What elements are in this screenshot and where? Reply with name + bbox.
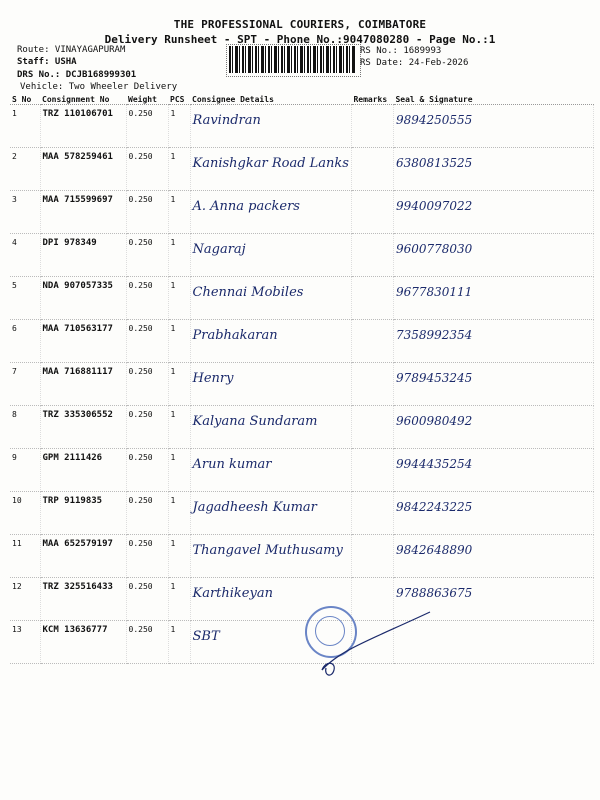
handwritten-phone: 9600980492 [395, 414, 473, 428]
row-pcs: 1 [168, 148, 190, 191]
row-remarks [351, 363, 393, 406]
row-weight: 0.250 [126, 105, 168, 148]
col-consignment: Consignment No [40, 94, 126, 105]
table-row [10, 535, 594, 578]
row-weight: 0.250 [126, 492, 168, 535]
table-row [10, 191, 594, 234]
row-sno: 13 [10, 621, 40, 664]
row-sno: 6 [10, 320, 40, 363]
row-sno: 8 [10, 406, 40, 449]
row-consignment-no: GPM 2111426 [40, 449, 126, 492]
row-remarks [351, 406, 393, 449]
col-pcs: PCS [168, 94, 190, 105]
row-pcs: 1 [168, 535, 190, 578]
handwritten-phone: 7358992354 [395, 328, 473, 342]
row-consignee [190, 449, 351, 492]
handwritten-consignee: SBT [192, 629, 220, 644]
row-remarks [351, 277, 393, 320]
row-remarks [351, 535, 393, 578]
row-consignee [190, 320, 351, 363]
row-consignment-no: TRP 9119835 [40, 492, 126, 535]
row-consignment-no: DPI 978349 [40, 234, 126, 277]
table-row [10, 320, 594, 363]
vehicle-label: Vehicle: Two Wheeler Delivery [20, 82, 178, 92]
handwritten-consignee: Thangavel Muthusamy [192, 543, 343, 558]
row-weight: 0.250 [126, 363, 168, 406]
row-sno: 1 [10, 105, 40, 148]
handwritten-phone: 9788863675 [395, 586, 473, 600]
row-pcs: 1 [168, 406, 190, 449]
handwritten-phone: 9842243225 [395, 500, 473, 514]
row-consignment-no: MAA 716881117 [40, 363, 126, 406]
handwritten-phone: 9789453245 [395, 371, 473, 385]
handwritten-phone: 9600778030 [395, 242, 473, 256]
handwritten-phone: 6380813525 [395, 156, 473, 170]
row-signature [393, 277, 593, 320]
row-weight: 0.250 [126, 191, 168, 234]
row-pcs: 1 [168, 449, 190, 492]
handwritten-consignee: Nagaraj [192, 242, 246, 257]
row-weight: 0.250 [126, 234, 168, 277]
table-row [10, 578, 594, 621]
row-consignee [190, 148, 351, 191]
row-signature [393, 449, 593, 492]
row-consignment-no: KCM 13636777 [40, 621, 126, 664]
col-remarks: Remarks [351, 94, 393, 105]
handwritten-phone: 9940097022 [395, 199, 473, 213]
signature-stroke [320, 610, 432, 680]
row-consignment-no: TRZ 110106701 [40, 105, 126, 148]
row-sno: 11 [10, 535, 40, 578]
col-consignee: Consignee Details [190, 94, 351, 105]
handwritten-consignee: Kalyana Sundaram [192, 414, 318, 429]
route-label: Route: VINAYAGAPURAM [17, 45, 126, 55]
table-row [10, 363, 594, 406]
row-signature [393, 234, 593, 277]
col-signature: Seal & Signature [393, 94, 593, 105]
row-sno: 3 [10, 191, 40, 234]
row-sno: 4 [10, 234, 40, 277]
col-sno: S No [10, 94, 40, 105]
table-header [10, 94, 594, 105]
handwritten-consignee: Henry [192, 371, 234, 386]
row-pcs: 1 [168, 277, 190, 320]
handwritten-consignee: Jagadheesh Kumar [192, 500, 317, 515]
row-weight: 0.250 [126, 320, 168, 363]
table-row [10, 234, 594, 277]
row-pcs: 1 [168, 492, 190, 535]
row-consignee [190, 105, 351, 148]
row-sno: 12 [10, 578, 40, 621]
table-row [10, 449, 594, 492]
row-sno: 10 [10, 492, 40, 535]
row-weight: 0.250 [126, 148, 168, 191]
handwritten-consignee: Kanishgkar Road Lanks [192, 156, 349, 171]
table-row [10, 277, 594, 320]
handwritten-phone: 9677830111 [395, 285, 473, 299]
row-consignment-no: NDA 907057335 [40, 277, 126, 320]
handwritten-consignee: Ravindran [192, 113, 261, 128]
handwritten-phone: 9842648890 [395, 543, 473, 557]
staff-label: Staff: USHA [17, 57, 77, 67]
row-pcs: 1 [168, 191, 190, 234]
row-signature [393, 191, 593, 234]
handwritten-consignee: Arun kumar [192, 457, 272, 472]
row-consignee [190, 363, 351, 406]
row-pcs: 1 [168, 320, 190, 363]
table-row [10, 406, 594, 449]
barcode [229, 46, 356, 73]
row-weight: 0.250 [126, 277, 168, 320]
row-sno: 2 [10, 148, 40, 191]
rs-date: RS Date: 24-Feb-2026 [360, 58, 469, 68]
row-signature [393, 406, 593, 449]
row-remarks [351, 105, 393, 148]
row-remarks [351, 492, 393, 535]
row-pcs: 1 [168, 578, 190, 621]
handwritten-consignee: Chennai Mobiles [192, 285, 304, 300]
row-weight: 0.250 [126, 449, 168, 492]
col-weight: Weight [126, 94, 168, 105]
drs-number: DRS No.: DCJB168999301 [17, 70, 137, 80]
row-pcs: 1 [168, 363, 190, 406]
row-weight: 0.250 [126, 621, 168, 664]
runsheet-table [10, 94, 594, 664]
row-consignment-no: TRZ 325516433 [40, 578, 126, 621]
row-remarks [351, 320, 393, 363]
table-row [10, 148, 594, 191]
row-consignee [190, 535, 351, 578]
handwritten-phone: 9894250555 [395, 113, 473, 127]
row-consignment-no: MAA 578259461 [40, 148, 126, 191]
row-signature [393, 492, 593, 535]
row-signature [393, 105, 593, 148]
handwritten-consignee: A. Anna packers [192, 199, 300, 214]
handwritten-consignee: Karthikeyan [192, 586, 273, 601]
row-consignment-no: MAA 652579197 [40, 535, 126, 578]
row-weight: 0.250 [126, 578, 168, 621]
row-pcs: 1 [168, 234, 190, 277]
row-remarks [351, 449, 393, 492]
runsheet-subtitle: Delivery Runsheet - SPT - Phone No.:9047080280 - Page No.:1 [104, 33, 496, 46]
row-consignee [190, 191, 351, 234]
company-title: THE PROFESSIONAL COURIERS, COIMBATORE [173, 18, 427, 31]
row-weight: 0.250 [126, 535, 168, 578]
row-sno: 5 [10, 277, 40, 320]
table-row [10, 105, 594, 148]
rs-number: RS No.: 1689993 [360, 46, 442, 56]
row-remarks [351, 148, 393, 191]
row-pcs: 1 [168, 105, 190, 148]
row-signature [393, 320, 593, 363]
row-consignee [190, 406, 351, 449]
row-remarks [351, 191, 393, 234]
row-consignee [190, 492, 351, 535]
row-sno: 7 [10, 363, 40, 406]
handwritten-phone: 9944435254 [395, 457, 473, 471]
row-consignment-no: MAA 710563177 [40, 320, 126, 363]
row-signature [393, 535, 593, 578]
row-remarks [351, 234, 393, 277]
row-consignee [190, 234, 351, 277]
row-signature [393, 148, 593, 191]
row-consignment-no: TRZ 335306552 [40, 406, 126, 449]
row-sno: 9 [10, 449, 40, 492]
table-row [10, 621, 594, 664]
handwritten-consignee: Prabhakaran [192, 328, 278, 343]
row-pcs: 1 [168, 621, 190, 664]
table-row [10, 492, 594, 535]
row-consignment-no: MAA 715599697 [40, 191, 126, 234]
row-weight: 0.250 [126, 406, 168, 449]
row-consignee [190, 277, 351, 320]
row-signature [393, 363, 593, 406]
